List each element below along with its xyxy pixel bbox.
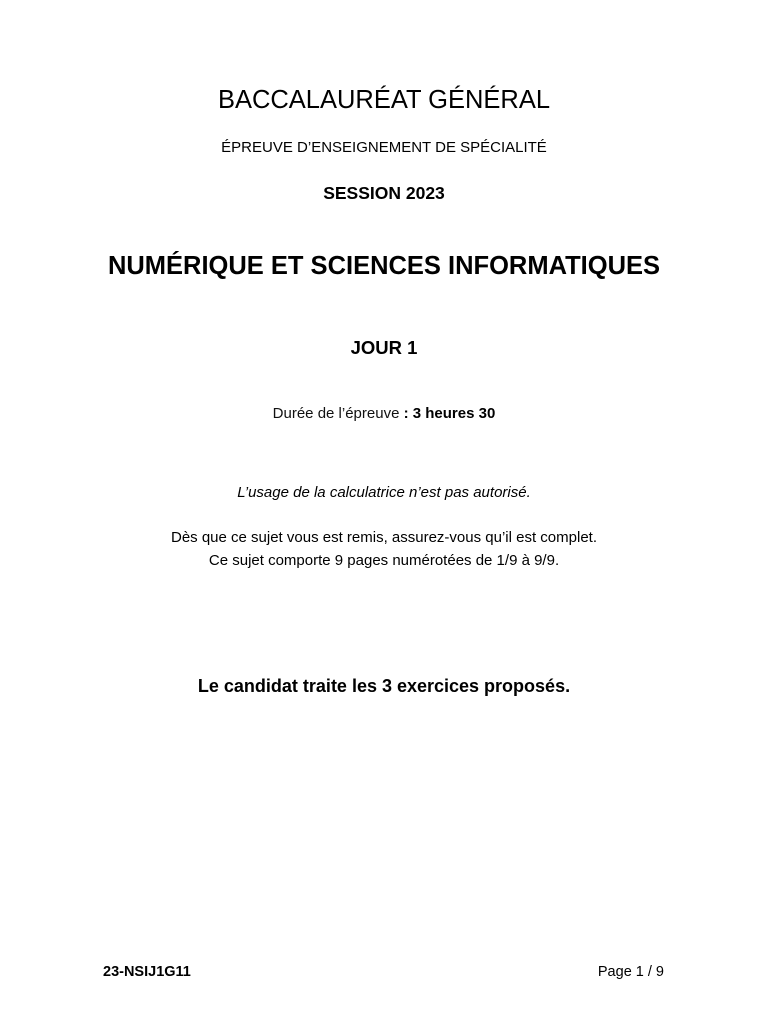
- day-label: JOUR 1: [350, 337, 418, 358]
- exercises-instruction: Le candidat traite les 3 exercices proposés.: [197, 676, 571, 696]
- subject-title: NUMÉRIQUE ET SCIENCES INFORMATIQUES: [107, 252, 661, 280]
- calculator-notice: L’usage de la calculatrice n’est pas autorisé.: [237, 484, 531, 501]
- check-complete-notice: Dès que ce sujet vous est remis, assurez-vous qu’il est complet.: [170, 529, 597, 546]
- exam-type: ÉPREUVE D’ENSEIGNEMENT DE SPÉCIALITÉ: [221, 139, 547, 156]
- footer-page-number: Page 1 / 9: [597, 964, 664, 980]
- duration-label: Durée de l’épreuve: [272, 405, 400, 422]
- duration-line: [0, 404, 768, 424]
- duration-value: : 3 heures 30: [403, 405, 496, 422]
- exam-title: BACCALAURÉAT GÉNÉRAL: [217, 86, 551, 114]
- footer-subject-code: 23-NSIJ1G11: [103, 964, 191, 980]
- page-count-notice: Ce sujet comporte 9 pages numérotées de 1/9 à 9/9.: [208, 552, 560, 569]
- session-label: SESSION 2023: [323, 183, 445, 203]
